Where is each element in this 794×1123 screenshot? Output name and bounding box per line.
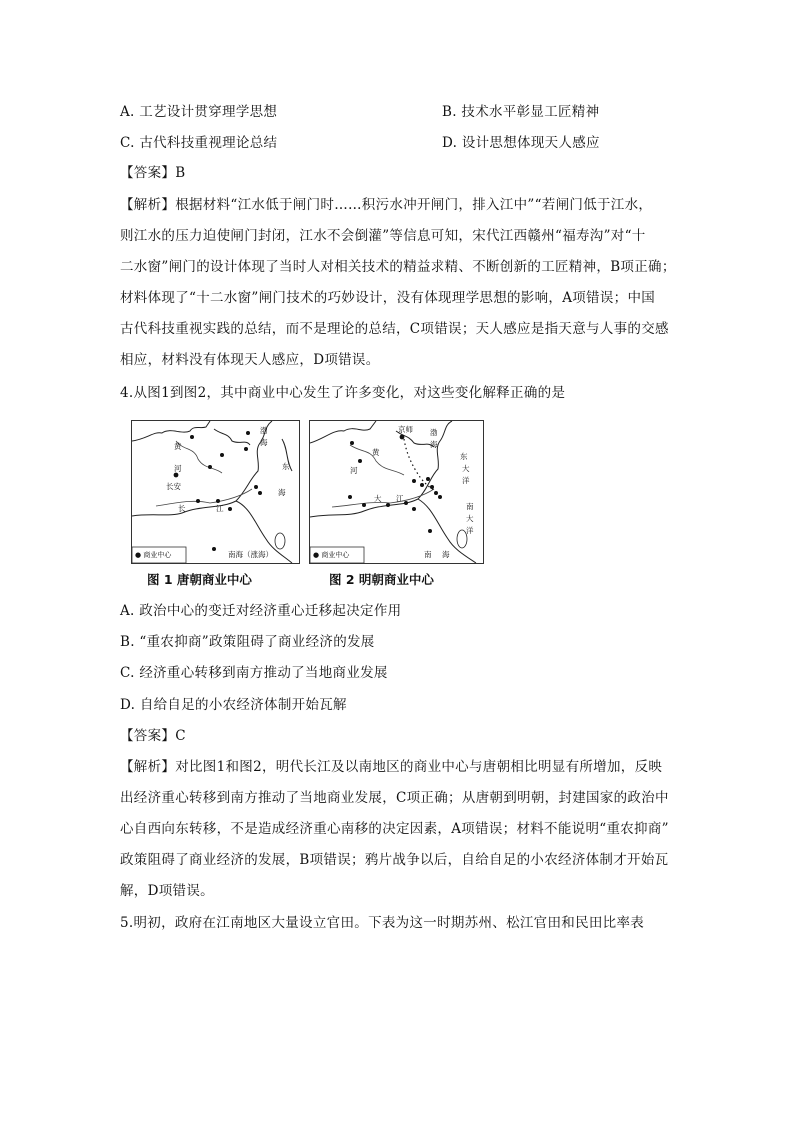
q4-option-a: A. 政治中心的变迁对经济重心迁移起决定作用 [120,603,402,619]
map1-label: 海 [278,488,286,497]
map1-label: 河 [174,464,182,473]
map2-label: 东 [460,452,468,461]
q3-option-b: B. 技术水平彰显工匠精神 [442,104,600,120]
q4-analysis-line: 解，D项错误。 [120,883,214,899]
map1-label: 南海（涨海） [228,550,273,559]
map1-label: 长安 [166,482,181,491]
map2-label: 黄 [372,448,380,457]
map1-label: 长 [178,504,186,513]
q4-option-b: B. “重农抑商”政策阻碍了商业经济的发展 [120,634,375,650]
q3-analysis-line: 【解析】根据材料“江水低于闸门时……积污水冲开闸门，排入江中”“若闸门低于江水， [120,197,653,213]
q3-analysis-line: 二水窗”闸门的设计体现了当时人对相关技术的精益求精、不断创新的工匠精神，B项正确； [120,259,676,275]
map2-label: 海 [430,440,438,449]
map2-label: 南 [424,550,432,559]
map-ming-commercial-centers [309,420,484,564]
q4-stem: 4.从图1到图2，其中商业中心发生了许多变化，对这些变化解释正确的是 [120,385,566,401]
map1-label: 东 [282,462,290,471]
map1-label: 江 [216,504,224,513]
q4-analysis-line: 政策阻碍了商业经济的发展，B项错误；鸦片战争以后，自给自足的小农经济体制才开始瓦 [120,852,669,868]
map2-label: 洋 [466,526,474,535]
map2-label: 渤 [430,428,438,437]
q4-analysis-line: 【解析】对比图1和图2，明代长江及以南地区的商业中心与唐朝相比明显有所增加，反映 [120,759,663,775]
q3-analysis-line: 则江水的压力迫使闸门封闭，江水不会倒灌”等信息可知，宋代江西赣州“福寿沟”对“十 [120,228,646,244]
q3-analysis-line: 古代科技重视实践的总结，而不是理论的总结，C项错误；天人感应是指天意与人事的交感 [120,321,669,337]
q4-option-d: D. 自给自足的小农经济体制开始瓦解 [120,697,347,713]
map1-label: 海 [260,438,268,447]
map2-label: 洋 [462,476,470,485]
map2-label: 海 [442,550,450,559]
map2-label: 大 [374,494,382,503]
q3-option-a: A. 工艺设计贯穿理学思想 [120,104,278,120]
q5-stem: 5.明初，政府在江南地区大量设立官田。下表为这一时期苏州、松江官田和民田比率表 [120,915,645,931]
map2-label: 河 [350,466,358,475]
map2-label: 大 [462,464,470,473]
q3-option-d: D. 设计思想体现天人感应 [442,135,600,151]
map-tang-commercial-centers [131,420,300,564]
q3-analysis-line: 材料体现了“十二水窗”闸门技术的巧妙设计，没有体现理学思想的影响，A项错误；中国 [120,290,656,306]
map2-label: 南 [466,502,474,511]
q3-option-c: C. 古代科技重视理论总结 [120,135,278,151]
map2-legend: ● 商业中心 [313,551,350,559]
map1-label: 渤 [260,426,268,435]
map1-legend: ● 商业中心 [135,551,172,559]
map1-label: 黄 [174,442,182,451]
q4-analysis-line: 出经济重心转移到南方推动了当地商业发展，C项正确；从唐朝到明朝，封建国家的政治中 [120,790,669,806]
q3-answer: 【答案】B [120,165,186,181]
q3-analysis-line: 相应，材料没有体现天人感应，D项错误。 [120,352,380,368]
map2-caption: 图 2 明朝商业中心 [329,572,434,587]
q4-analysis-line: 心自西向东转移，不是造成经济重心南移的决定因素，A项错误；材料不能说明“重农抑商” [120,821,669,837]
map1-caption: 图 1 唐朝商业中心 [147,572,252,587]
q4-option-c: C. 经济重心转移到南方推动了当地商业发展 [120,665,388,681]
map2-label: 大 [466,514,474,523]
map2-label: 京师 [398,425,413,434]
q4-answer: 【答案】C [120,728,186,744]
map2-label: 江 [396,494,404,503]
